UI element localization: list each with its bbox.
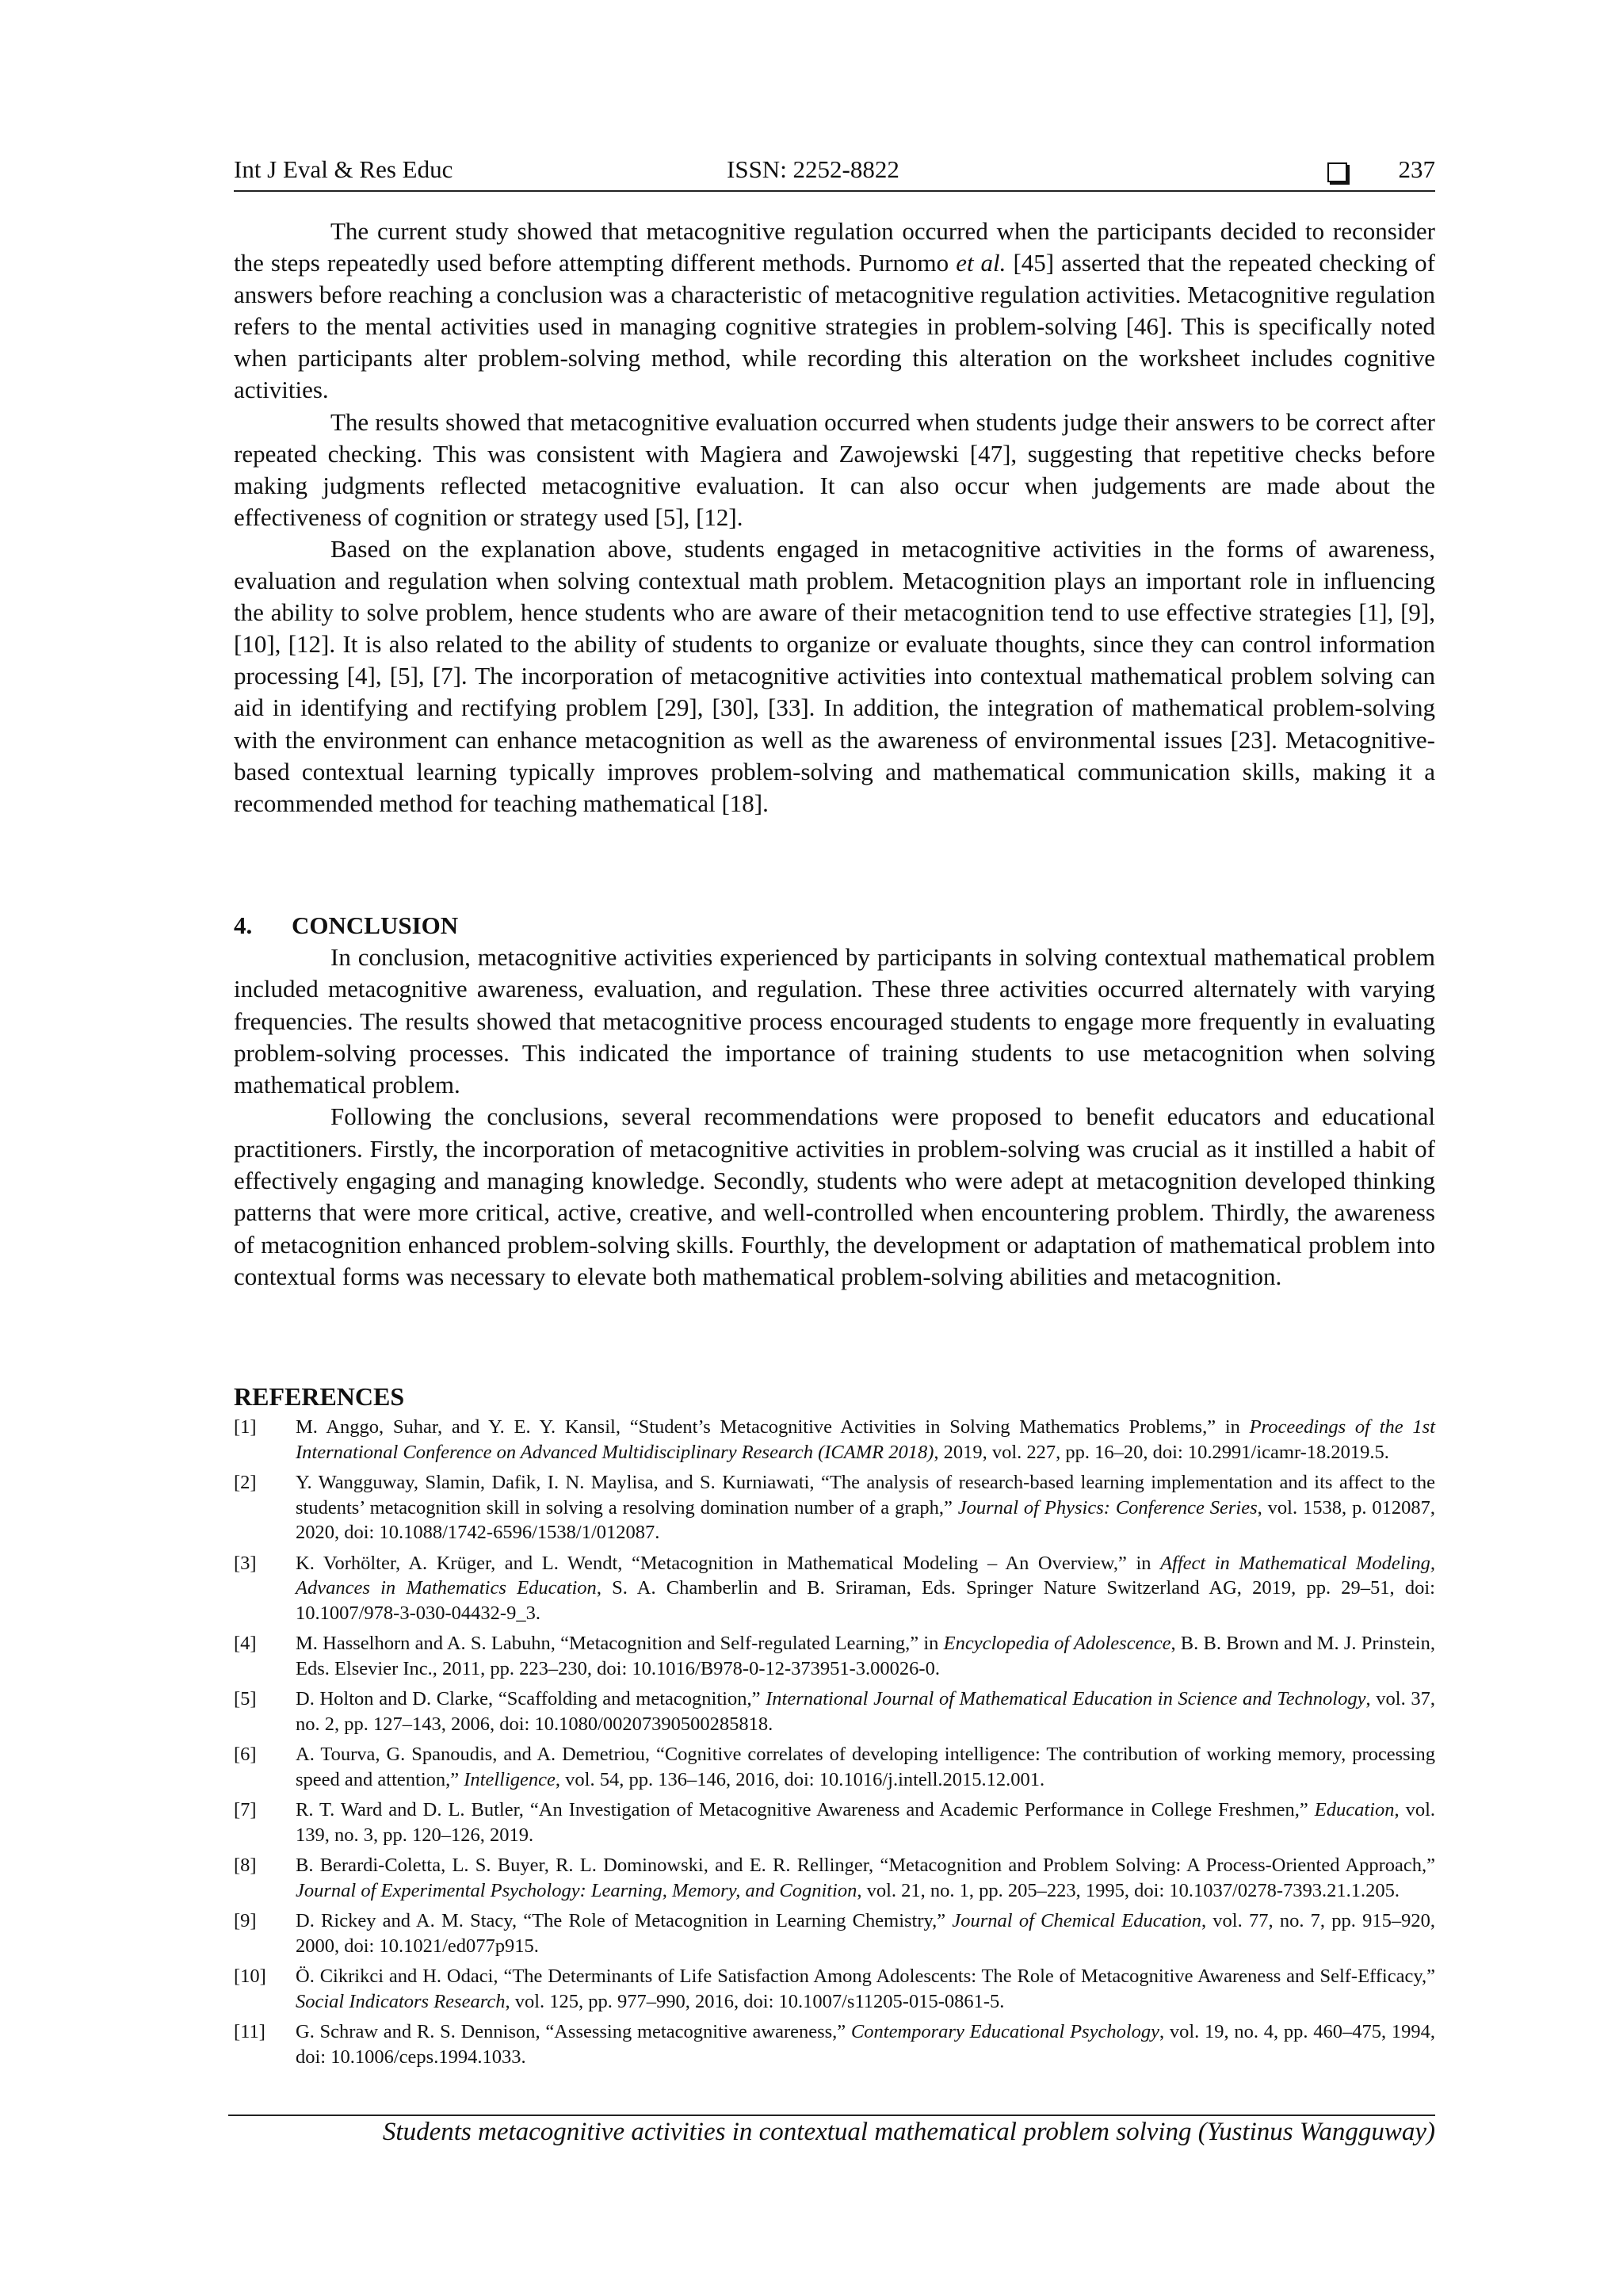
reference-text: K. Vorhölter, A. Krüger, and L. Wendt, “Metacognition in Mathematical Modeling – An Overview,” in	[296, 1552, 1161, 1574]
issn: ISSN: 2252-8822	[727, 155, 899, 183]
journal-name: Int J Eval & Res Educ	[234, 155, 453, 183]
reference-source: Affect in Mathematical Modeling, Advances in Mathematics Education	[296, 1552, 1436, 1599]
reference-text: , vol. 19, no. 4, pp. 460–475, 1994, doi: 10.1006/ceps.1994.1033.	[296, 2021, 1435, 2068]
reference-source: Contemporary Educational Psychology	[850, 2021, 1159, 2042]
reference-item	[234, 1742, 1435, 1792]
paragraph: In conclusion, metacognitive activities experienced by participants in solving contextual mathematical problem included metacognitive awareness, evaluation, and regulation. These three activities occurred alternately with varying frequencies. The results showed that metacognitive process encouraged students to engage more frequently in evaluating problem-solving processes. This indicated the importance of training students to use metacognition when solving mathematical problem.	[234, 943, 1435, 1099]
reference-text: , vol. 139, no. 3, pp. 120–126, 2019.	[296, 1799, 1436, 1846]
reference-item	[234, 1687, 1435, 1736]
reference-source: Intelligence	[464, 1768, 556, 1790]
reference-item	[234, 1551, 1435, 1626]
reference-item	[234, 1415, 1435, 1465]
reference-text: , vol. 125, pp. 977–990, 2016, doi: 10.1007/s11205-015-0861-5.	[505, 1990, 1005, 2012]
reference-source: Journal of Physics: Conference Series	[957, 1496, 1258, 1519]
paragraph-emphasis: et al.	[956, 249, 1006, 277]
section-title: CONCLUSION	[292, 911, 459, 939]
page-footer: Students metacognitive activities in contextual mathematical problem solving (Yustinus Wangguway)	[228, 2115, 1435, 2147]
reference-text: Ö. Cikrikci and H. Odaci, “The Determinants of Life Satisfaction Among Adolescents: The Role of Metacognitive Awareness and Self-Efficacy,”	[296, 1966, 1435, 1987]
page-number: 237	[1398, 155, 1435, 183]
reference-source: Journal of Experimental Psychology: Learning, Memory, and Cognition	[296, 1879, 857, 1901]
square-icon	[1327, 160, 1347, 189]
reference-number: [2]	[234, 1472, 257, 1493]
reference-source: Journal of Chemical Education	[952, 1910, 1201, 1931]
reference-number: [1]	[234, 1416, 257, 1438]
reference-text: , vol. 1538, p. 012087, 2020, doi: 10.1088/1742-6596/1538/1/012087.	[296, 1496, 1435, 1543]
reference-source: Proceedings of the 1st International Conference on Advanced Multidisciplinary Research (ICAMR 2018)	[296, 1416, 1435, 1463]
reference-text: R. T. Ward and D. L. Butler, “An Investigation of Metacognitive Awareness and Academic Performance in College Freshmen,”	[296, 1799, 1315, 1820]
reference-text: , vol. 37, no. 2, pp. 127–143, 2006, doi: 10.1080/00207390500285818.	[296, 1688, 1435, 1735]
reference-number: [7]	[234, 1799, 257, 1820]
reference-number: [9]	[234, 1910, 257, 1931]
reference-text: , 2019, vol. 227, pp. 16–20, doi: 10.2991/icamr-18.2019.5.	[934, 1441, 1389, 1463]
reference-item	[234, 2019, 1435, 2069]
reference-list	[234, 1415, 1435, 2075]
reference-item	[234, 1908, 1435, 1958]
reference-text: M. Hasselhorn and A. S. Labuhn, “Metacognition and Self-regulated Learning,” in	[296, 1633, 944, 1654]
reference-text: D. Holton and D. Clarke, “Scaffolding and metacognition,”	[296, 1688, 766, 1710]
reference-text: , S. A. Chamberlin and B. Sriraman, Eds. Springer Nature Switzerland AG, 2019, pp. 29–51, doi: 10.1007/978-3-030-04432-9_3.	[296, 1577, 1435, 1624]
reference-number: [10]	[234, 1966, 266, 1987]
reference-text: , vol. 77, no. 7, pp. 915–920, 2000, doi: 10.1021/ed077p915.	[296, 1910, 1435, 1957]
page-header	[234, 151, 1435, 192]
section-number: 4.	[234, 911, 253, 939]
paragraph: The results showed that metacognitive evaluation occurred when students judge their answers to be correct after repeated checking. This was consistent with Magiera and Zawojewski [47], suggesting that repetitive checks before making judgments reflected metacognitive evaluation. It can also occur when judgements are made about the effectiveness of cognition or strategy used [5], [12].	[234, 407, 1435, 531]
reference-text: , vol. 54, pp. 136–146, 2016, doi: 10.1016/j.intell.2015.12.001.	[555, 1768, 1045, 1790]
reference-number: [8]	[234, 1855, 257, 1876]
reference-number: [11]	[234, 2021, 265, 2042]
reference-item	[234, 1964, 1435, 2014]
reference-text: A. Tourva, G. Spanoudis, and A. Demetriou, “Cognitive correlates of developing intelligence: The contribution of working memory, processing speed and attention,”	[296, 1744, 1435, 1790]
reference-source: Education	[1314, 1799, 1395, 1820]
reference-item	[234, 1853, 1435, 1903]
reference-source: Social Indicators Research	[296, 1990, 506, 2012]
reference-number: [6]	[234, 1744, 257, 1765]
paragraph: Following the conclusions, several recommendations were proposed to benefit educators and educational practitioners. Firstly, the incorporation of metacognitive activities in problem-solving was crucial as it instilled a habit of effectively engaging and managing knowledge. Secondly, students who were adept at metacognition developed thinking patterns that were more critical, active, creative, and well-controlled when encountering problem. Thirdly, the awareness of metacognition enhanced problem-solving skills. Fourthly, the development or adaptation of mathematical problem into contextual forms was necessary to elevate both mathematical problem-solving abilities and metacognition.	[234, 1102, 1435, 1290]
paragraph-text: [45] asserted that the repeated checking of answers before reaching a conclusion was a characteristic of metacognitive regulation activities. Metacognitive regulation refers to the mental activities used in managing cognitive strategies in problem-solving [46]. This is specifically noted when participants alter problem-solving method, while recording this alteration on the worksheet includes cognitive activities.	[234, 249, 1435, 404]
reference-text: , vol. 21, no. 1, pp. 205–223, 1995, doi: 10.1037/0278-7393.21.1.205.	[857, 1879, 1400, 1901]
reference-item	[234, 1470, 1435, 1545]
reference-number: [4]	[234, 1633, 257, 1654]
reference-text: D. Rickey and A. M. Stacy, “The Role of Metacognition in Learning Chemistry,”	[296, 1910, 953, 1931]
conclusion-text	[234, 942, 1435, 1293]
reference-text: , B. B. Brown and M. J. Prinstein, Eds. Elsevier Inc., 2011, pp. 223–230, doi: 10.1016/B978-0-12-373951-3.00026-0.	[296, 1633, 1435, 1679]
reference-text: G. Schraw and R. S. Dennison, “Assessing metacognitive awareness,”	[296, 2021, 851, 2042]
reference-text: Y. Wangguway, Slamin, Dafik, I. N. Maylisa, and S. Kurniawati, “The analysis of research-based learning implementation and its affect to the students’ metacognition skill in solving a resolving domination number of a graph,”	[296, 1472, 1435, 1519]
section-heading	[234, 911, 458, 940]
discussion-text	[234, 216, 1435, 819]
reference-item	[234, 1631, 1435, 1681]
reference-text: B. Berardi-Coletta, L. S. Buyer, R. L. Dominowski, and E. R. Rellinger, “Metacognition and Problem Solving: A Process-Oriented Approach,”	[296, 1855, 1435, 1876]
reference-item	[234, 1797, 1435, 1847]
paragraph	[234, 216, 1435, 407]
reference-number: [3]	[234, 1552, 257, 1574]
reference-text: M. Anggo, Suhar, and Y. E. Y. Kansil, “Student’s Metacognitive Activities in Solving Mathematics Problems,” in	[296, 1416, 1250, 1438]
references-heading: REFERENCES	[234, 1382, 405, 1411]
reference-source: International Journal of Mathematical Education in Science and Technology	[766, 1688, 1366, 1710]
reference-source: Encyclopedia of Adolescence	[943, 1633, 1171, 1654]
reference-number: [5]	[234, 1688, 257, 1710]
paragraph-text: The current study showed that metacognitive regulation occurred when the participants decided to reconsider the steps repeatedly used before attempting different methods. Purnomo	[234, 217, 1435, 277]
paragraph: Based on the explanation above, students engaged in metacognitive activities in the forms of awareness, evaluation and regulation when solving contextual math problem. Metacognition plays an important role in influencing the ability to solve problem, hence students who are aware of their metacognition tend to use effective strategies [1], [9], [10], [12]. It is also related to the ability of students to organize or evaluate thoughts, since they can control information processing [4], [5], [7]. The incorporation of metacognitive activities into contextual mathematical problem solving can aid in identifying and rectifying problem [29], [30], [33]. In addition, the integration of mathematical problem-solving with the environment can enhance metacognition as well as the awareness of environmental issues [23]. Metacognitive-based contextual learning typically improves problem-solving and mathematical communication skills, making it a recommended method for teaching mathematical [18].	[234, 534, 1435, 817]
